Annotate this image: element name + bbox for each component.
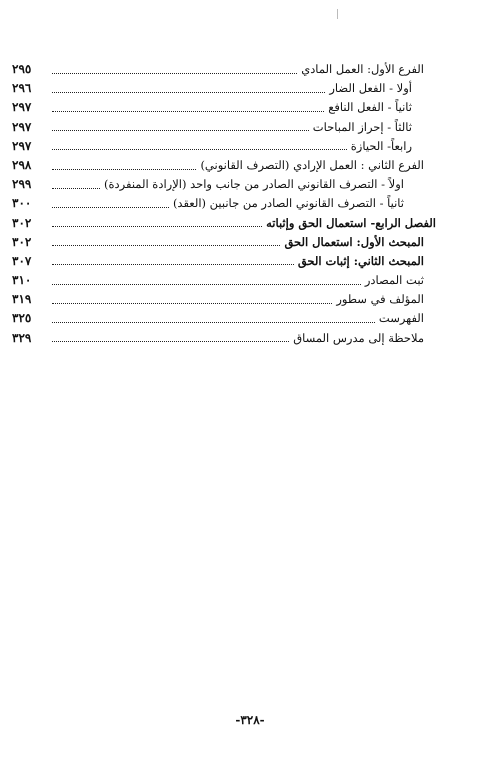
toc-entry <box>12 194 424 213</box>
toc-entry-title: المؤلف في سطور <box>336 292 424 307</box>
toc-entry <box>12 233 424 252</box>
toc-entry <box>12 98 424 117</box>
toc-entry <box>12 329 424 348</box>
dot-leader <box>52 302 332 304</box>
toc-entry <box>12 214 436 233</box>
toc-entry-page-number: ٣٠٠ <box>12 196 32 211</box>
dot-leader <box>52 244 280 246</box>
toc-entry-page-number: ٢٩٩ <box>12 177 32 192</box>
toc-entry <box>12 290 424 309</box>
toc-entry-page-number: ٣١٠ <box>12 273 32 288</box>
dot-leader <box>52 129 309 131</box>
toc-entry <box>12 252 424 271</box>
top-margin-mark <box>337 9 338 19</box>
toc-entry-title: ثانياً - الفعل النافع <box>328 100 412 115</box>
toc-entry-title: المبحث الأول: استعمال الحق <box>284 234 424 249</box>
toc-entry-title: الفرع الأول: العمل المادي <box>301 62 424 76</box>
toc-entry-title: الفهرست <box>378 311 424 326</box>
toc-entry-title: أولا - الفعل الضار <box>329 81 412 96</box>
toc-entry-title: اولاً - التصرف القانوني الصادر من جانب واحد (الإرادة المنفردة) <box>104 177 404 192</box>
toc-entry-title: الفصل الرابع- استعمال الحق وإثباته <box>266 215 436 230</box>
toc-entry-page-number: ٢٩٦ <box>12 81 32 96</box>
toc-entry-page-number: ٢٩٧ <box>12 119 32 134</box>
toc-entry-page-number: ٢٩٥ <box>12 62 32 76</box>
dot-leader <box>52 91 325 93</box>
toc-entry-page-number: ٢٩٧ <box>12 138 32 153</box>
toc-entry-title: ملاحظة إلى مدرس المساق <box>293 330 424 345</box>
dot-leader <box>52 206 169 208</box>
toc-entry-page-number: ٢٩٧ <box>12 100 32 115</box>
dot-leader <box>52 321 375 323</box>
dot-leader <box>52 148 347 150</box>
toc-entry-page-number: ٣٢٩ <box>12 330 32 345</box>
dot-leader <box>52 187 100 189</box>
dot-leader <box>52 110 324 112</box>
toc-entry-title: المبحث الثاني: إثبات الحق <box>297 253 424 268</box>
dot-leader <box>52 225 262 227</box>
dot-leader <box>52 72 297 74</box>
toc-entry <box>12 175 424 194</box>
toc-entry-page-number: ٣٠٢ <box>12 234 32 249</box>
toc-entry-title: الفرع الثاني : العمل الإرادي (التصرف القانوني) <box>200 157 424 172</box>
table-of-contents <box>12 60 436 348</box>
toc-entry-title: ثبت المصادر <box>364 273 424 288</box>
dot-leader <box>52 340 289 342</box>
toc-entry <box>12 156 424 175</box>
toc-entry-page-number: ٣٠٧ <box>12 253 32 268</box>
toc-entry-page-number: ٣١٩ <box>12 292 32 307</box>
toc-entry <box>12 137 424 156</box>
toc-entry-page-number: ٣٠٢ <box>12 215 32 230</box>
toc-entry-title: ثانياً - التصرف القانوني الصادر من جانبين (العقد) <box>172 196 404 211</box>
toc-entry <box>12 79 424 98</box>
toc-entry-page-number: ٢٩٨ <box>12 157 32 172</box>
toc-entry <box>12 60 424 79</box>
dot-leader <box>52 168 196 170</box>
toc-entry <box>12 118 424 137</box>
toc-entry-title: ثالثاً - إحراز المباحات <box>312 119 412 134</box>
toc-entry-page-number: ٣٢٥ <box>12 311 32 326</box>
dot-leader <box>52 283 361 285</box>
page-number-footer: -٣٢٨- <box>235 713 265 727</box>
toc-entry-title: رابعاً- الحيازة <box>350 138 412 153</box>
dot-leader <box>52 263 294 265</box>
toc-entry <box>12 309 424 328</box>
toc-entry <box>12 271 424 290</box>
